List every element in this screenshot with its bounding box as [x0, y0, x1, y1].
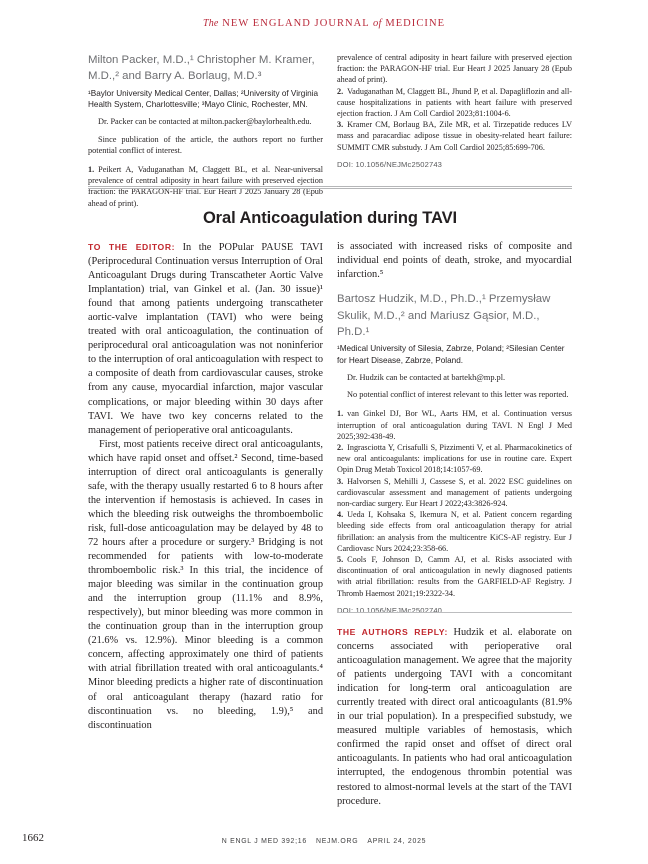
reference-text: Ingrasciotta Y, Crisafulli S, Pizzimenti V, et al. Pharmacokinetics of new oral anticoagulants: implications for use in routine care. Expert Opin Drug Metab Toxicol 2018;14:1057-69. — [337, 442, 572, 475]
footer-journal-issue: N ENGL J MED 392;16 — [221, 838, 307, 845]
reference-text-continued: prevalence of central adiposity in heart failure with preserved ejection fraction: the PARAGON-HF trial. Eur Heart J 2025 January 28 (Epub ahead of print). — [337, 53, 572, 85]
letter-authors: Bartosz Hudzik, M.D., Ph.D.,¹ Przemysław Skulik, M.D.,² and Mariusz Gąsior, M.D., Ph.D.¹ — [337, 293, 551, 338]
reply-paragraph-1 — [337, 625, 572, 809]
reference-number: 4. — [337, 510, 344, 520]
top-letter-disclosure-note: Since publication of the article, the authors report no further potential conflict of interest. — [88, 134, 323, 155]
top-letter-authors: Milton Packer, M.D.,¹ Christopher M. Kramer, M.D.,² and Barry A. Borlaug, M.D.³ — [88, 54, 315, 83]
letter-left-column — [88, 240, 323, 733]
authors-reply-block — [337, 625, 572, 809]
reference-text: Cools F, Johnson D, Camm AJ, et al. Risks associated with discontinuation of oral anticoagulation in newly diagnosed patients with atrial fibrillation: results from the GARFIELD-AF Registry. J Thromb Haemost 2021;19:2322-34. — [337, 555, 572, 598]
reference-item — [337, 476, 572, 510]
reference-number: 2. — [337, 86, 344, 96]
reference-number: 3. — [337, 476, 344, 486]
letter-contact-note: Dr. Hudzik can be contacted at bartekh@mp.pl. — [347, 372, 506, 382]
section-divider-double — [88, 186, 572, 189]
letter-paragraph-2-continued: is associated with increased risks of composite and individual end points of death, stroke, and myocardial infarction.⁵ — [337, 241, 572, 281]
reference-text: Halvorsen S, Mehilli J, Cassese S, et al. 2022 ESC guidelines on cardiovascular assessment and management of patients undergoing non-cardiac surgery. Eur Heart J 2022;43:3826-924. — [337, 476, 572, 508]
top-letter-affiliations: ¹Baylor University Medical Center, Dallas; ²University of Virginia Health System, Charlottesville; ³Mayo Clinic, Rochester, MN. — [88, 88, 319, 110]
reference-item — [337, 119, 572, 153]
letter-authors-affiliations: ¹Medical University of Silesia, Zabrze, Poland; ²Silesian Center for Heart Disease, Zabrze, Poland. — [337, 344, 565, 365]
top-letter-contact-note: Dr. Packer can be contacted at milton.packer@baylorhealth.edu. — [98, 117, 312, 127]
footer-date: APRIL 24, 2025 — [367, 838, 427, 845]
masthead-title: NEW ENGLAND JOURNAL — [222, 18, 370, 29]
reference-text: Peikert A, Vaduganathan M, Claggett BL, et al. Near-universal prevalence of central adiposity in heart failure with preserved ejection fraction: the PARAGON-HF trial. Eur Heart J 2025 January 28 (Epub ahead of print). — [88, 165, 323, 208]
top-letter-right-column — [337, 52, 572, 169]
reference-number: 1. — [88, 165, 95, 175]
reference-item — [337, 52, 572, 86]
reference-text: Vaduganathan M, Claggett BL, Jhund P, et al. Dapagliflozin and all-cause hospitalizations in patients with heart failure with preserved ejection fraction. J Am Coll Cardiol 2023;81:1004-6. — [337, 86, 572, 119]
reference-number: 1. — [337, 409, 344, 419]
reference-number: 3. — [337, 120, 344, 130]
letter-paragraph-2: First, most patients receive direct oral anticoagulants, which have rapid onset and offset.² Second, time-based interruption of direct oral anticoagulants is generally safe, with the therapy usually restarted 6 to 8 hours after the intervention if hemostasis is achieved. In cases in which the bleeding risk outweighs the thromboembolic risk, full-dose anticoagulation may be delayed by 48 to 72 hours after a procedure or surgery.³ Bridging is not recommended for patients with low-to-moderate thromboembolic risk.³ In this trial, the incidence of major bleeding was similar in the continuation group and the interruption group (11.1% and 8.9%, respectively), but minor bleeding was more common in the continuation group than in the interruption group (21.6% vs. 12.9%). Minor bleeding is a common concern, affecting approximately one third of patients with atrial fibrillation treated with oral anticoagulants.⁴ Minor bleeding predicts a higher rate of discontinuation of oral anticoagulant therapy (hazard ratio for discontinuation vs. no bleeding, 1.9),⁵ and discontinuation — [88, 438, 323, 731]
reference-text: Ueda I, Kohsaka S, Ikemura N, et al. Patient concern regarding bleeding side effects from oral anticoagulation therapy for atrial fibrillation: an analysis from the multicentre KiCS-AF registry. Eur J Cardiovasc Nurs 2024;23:358-66. — [337, 510, 572, 553]
letter-right-column — [337, 240, 572, 615]
masthead-the: The — [202, 18, 219, 29]
reference-number: 2. — [337, 442, 344, 452]
letter-paragraph-2-continued-block — [337, 240, 572, 282]
letter-references — [337, 408, 572, 598]
reference-item — [337, 442, 572, 476]
reference-text: Kramer CM, Borlaug BA, Zile MR, et al. Tirzepatide reduces LV mass and paracardiac adipose tissue in obesity-related heart failure: SUMMIT CMR substudy. J Am Coll Cardiol 2025;85:699-706. — [337, 120, 572, 152]
page-number: 1662 — [22, 832, 44, 844]
reference-item — [337, 408, 572, 442]
letter-paragraph-1 — [88, 240, 323, 438]
running-footer — [0, 838, 648, 845]
masthead-of: of — [373, 18, 382, 29]
reference-item — [337, 554, 572, 599]
journal-masthead — [0, 18, 648, 29]
reply-paragraph-1-text: Hudzik et al. elaborate on concerns associated with perioperative oral anticoagulation management. We agree that the majority of patients undergoing TAVI with a concomitant indication for long-term oral anticoagulation are currently treated with direct oral anticoagulants (81.9% in our trial population). In a prespecified substudy, we measured multiple variables of hemostasis, which confirmed the rapid onset and offset of direct oral anticoagulants. In patients who had oral anticoagulation interrupted, the endogenous thrombin potential was restored to almost-normal levels at the start of the TAVI procedure. — [337, 627, 572, 807]
masthead-tail: MEDICINE — [385, 18, 446, 29]
reference-item — [337, 509, 572, 554]
reference-number: 5. — [337, 555, 344, 564]
letter-doi: DOI: 10.1056/NEJMc2502740 — [337, 605, 443, 615]
footer-website: NEJM.ORG — [315, 838, 359, 845]
article-title: Oral Anticoagulation during TAVI — [202, 209, 458, 227]
top-letter-doi: DOI: 10.1056/NEJMc2502743 — [337, 159, 443, 169]
top-letter-references-continued — [337, 52, 572, 153]
reference-text: van Ginkel DJ, Bor WL, Aarts HM, et al. Continuation versus interruption of oral anticoagulation during TAVI. N Engl J Med 2025;392:438-49. — [337, 409, 572, 441]
authors-reply-label: THE AUTHORS REPLY: — [337, 627, 448, 637]
letter-paragraph-1-text: In the POPular PAUSE TAVI (Periprocedural Continuation versus Interruption of Oral Anticoagulant Drugs during Transcatheter Aortic Valve Implantation) trial, van Ginkel et al. (Jan. 30 issue)¹ found that among patients undergoing transcatheter aortic-valve implantation (TAVI) who were being treated with oral anticoagulation, the continuation of periprocedural oral anticoagulation was not noninferior to the interruption of oral anticoagulation with respect to a composite of death from cardiovascular causes, stroke from any cause, myocardial infarction, major vascular complications, or major bleeding within 30 days after TAVI. We have two key concerns related to the management of perioperative oral anticoagulants. — [88, 242, 323, 436]
reference-item — [337, 86, 572, 120]
to-the-editor-label: TO THE EDITOR: — [88, 242, 176, 252]
letter-disclosure-note: No potential conflict of interest relevant to this letter was reported. — [347, 390, 569, 400]
reply-divider — [337, 612, 572, 613]
